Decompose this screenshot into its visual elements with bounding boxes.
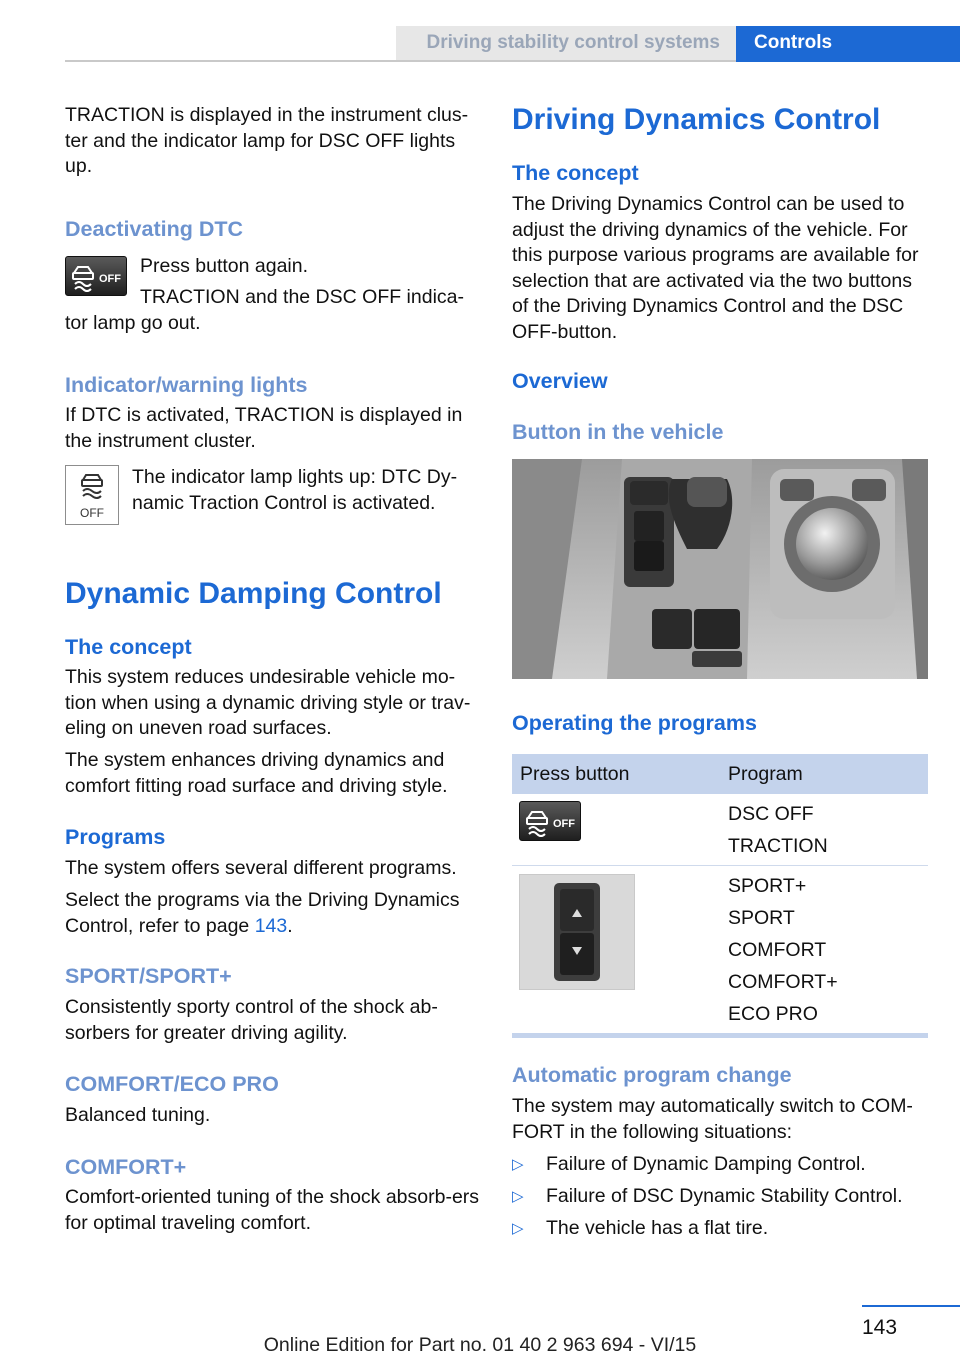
bullet-arrow-icon: ▷ (512, 1188, 524, 1205)
programs-table-header (512, 754, 928, 794)
auto-change-text: The system may automatically switch to COM-FORT in the following situations: (512, 1095, 913, 1143)
page-link[interactable]: 143 (254, 914, 288, 937)
ddc-concept-heading: The concept (65, 635, 192, 659)
page-number-rule (862, 1305, 960, 1307)
deactivate-step-2: TRACTION and the DSC OFF indica-tor lamp go out. (65, 286, 464, 334)
bullet-arrow-icon: ▷ (512, 1156, 524, 1173)
sport-comfort-rocker-button-image (519, 874, 635, 990)
dsc-off-button-icon (519, 801, 581, 841)
ddc-heading: Dynamic Damping Control (65, 577, 442, 610)
svg-text:OFF: OFF (80, 506, 104, 520)
auto-change-heading: Automatic program change (512, 1063, 792, 1087)
deactivate-step-1: Press button again. (140, 255, 309, 277)
sport-text: Consistently sporty control of the shock ab-sorbers for greater driving agility. (65, 996, 438, 1044)
program-dsc-off: DSC OFF (728, 803, 814, 825)
section-tab: Driving stability control systems (396, 26, 736, 62)
deactivating-dtc-heading: Deactivating DTC (65, 217, 244, 241)
program-traction: TRACTION (728, 835, 828, 857)
overview-heading: Overview (512, 369, 608, 393)
indicator-heading: Indicator/warning lights (65, 373, 308, 397)
chapter-tab: Controls (736, 26, 960, 62)
button-in-vehicle-heading: Button in the vehicle (512, 420, 724, 444)
sport-heading: SPORT/SPORT+ (65, 964, 232, 988)
col-press-button: Press button (520, 763, 630, 785)
col-program: Program (728, 763, 803, 785)
program-comfort: COMFORT (728, 939, 827, 961)
center-console-photo (512, 459, 928, 679)
program-eco-pro: ECO PRO (728, 1003, 818, 1025)
programs-text-1: The system offers several different programs. (65, 857, 457, 879)
programs-text-2: Select the programs via the Driving Dynamics Control, refer to page 143. (65, 889, 460, 937)
program-comfort-plus: COMFORT+ (728, 971, 838, 993)
bullet-arrow-icon: ▷ (512, 1220, 524, 1237)
intro-text: TRACTION is displayed in the instrument clus-ter and the indicator lamp for DSC OFF lights up. (65, 104, 469, 177)
comfortplus-text: Comfort-oriented tuning of the shock absorb-ers for optimal traveling comfort. (65, 1186, 480, 1234)
program-sport: SPORT (728, 907, 795, 929)
ddc-concept-text-2: The system enhances driving dynamics and comfort fitting road surface and driving style. (65, 749, 448, 797)
indicator-text: If DTC is activated, TRACTION is displayed in the instrument cluster. (65, 404, 463, 452)
dtc-indicator-lamp-icon (65, 465, 119, 525)
edition-footer: Online Edition for Part no. 01 40 2 963 694 - VI/15 (263, 1334, 697, 1356)
comfort-text: Balanced tuning. (65, 1104, 211, 1126)
page-number: 143 (862, 1316, 898, 1339)
program-sport-plus: SPORT+ (728, 875, 807, 897)
programs-heading: Programs (65, 825, 166, 849)
right-concept-heading: The concept (512, 161, 639, 185)
svg-text:OFF: OFF (99, 273, 121, 285)
operating-heading: Operating the programs (512, 711, 757, 735)
ddc-control-heading: Driving Dynamics Control (512, 103, 881, 136)
ddc-concept-text-1: This system reduces undesirable vehicle mo-tion when using a dynamic driving style or trav-eling on uneven road surfaces. (65, 666, 471, 739)
comfortplus-heading: COMFORT+ (65, 1155, 187, 1179)
table-end-rule (512, 1033, 928, 1038)
comfort-heading: COMFORT/ECO PRO (65, 1072, 279, 1096)
indicator-lamp-text: The indicator lamp lights up: DTC Dy-namic Traction Control is activated. (132, 466, 458, 514)
header-rule (65, 60, 736, 62)
right-concept-text: The Driving Dynamics Control can be used to adjust the driving dynamics of the vehicle. For this purpose various programs are available for selection that are activated via the two buttons of the Driving Dynamics Control and the DSC OFF-button. (512, 193, 919, 343)
svg-text:OFF: OFF (553, 818, 575, 830)
table-row-rule (512, 865, 928, 866)
